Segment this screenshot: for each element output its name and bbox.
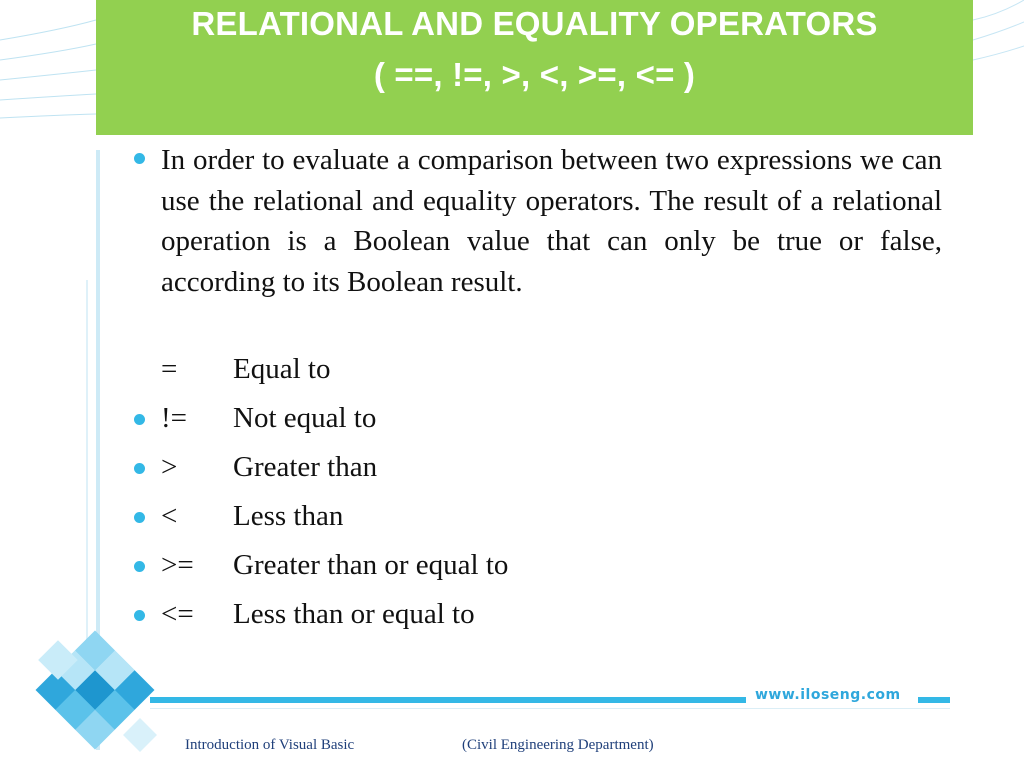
footer-course-title: Introduction of Visual Basic <box>185 737 355 753</box>
slide-content <box>134 140 942 646</box>
footer-department: (Civil Engineering Department) <box>462 737 654 753</box>
operator-row-equal <box>134 352 942 401</box>
operator-description: Not equal to <box>233 401 377 434</box>
bullet-dot-icon <box>134 463 145 474</box>
bullet-dot-icon <box>134 561 145 572</box>
bullet-dot-icon <box>134 153 145 164</box>
diamond-pattern-small-2 <box>123 718 157 752</box>
top-left-swoosh <box>0 20 96 118</box>
left-vertical-bar-thin <box>86 280 88 700</box>
operator-row-greater <box>134 450 942 499</box>
operator-symbol: < <box>161 499 178 532</box>
operator-symbol: > <box>161 450 178 483</box>
title-banner <box>96 0 973 135</box>
bullet-dot-icon <box>134 610 145 621</box>
footer-rule-thin <box>150 708 950 709</box>
operator-description: Equal to <box>233 352 331 385</box>
operator-symbol: <= <box>161 597 194 630</box>
slide-title: RELATIONAL AND EQUALITY OPERATORS <box>191 5 878 42</box>
bullet-dot-icon <box>134 414 145 425</box>
operator-row-less-equal <box>134 597 942 646</box>
website-watermark: www.iloseng.com <box>755 687 901 703</box>
footer-rule-right <box>918 697 950 703</box>
top-right-swoosh <box>973 0 1024 60</box>
operator-description: Less than or equal to <box>233 597 475 630</box>
intro-bullet <box>134 140 942 303</box>
bullet-dot-icon <box>134 512 145 523</box>
operator-description: Greater than or equal to <box>233 548 509 581</box>
operator-description: Less than <box>233 499 344 532</box>
operator-row-less <box>134 499 942 548</box>
intro-text: In order to evaluate a comparison between two expressions we can use the relational and equality operators. The result of a relational operation is a Boolean value that can only be true or false, according to its Boolean result. <box>161 144 942 299</box>
slide-subtitle: ( ==, !=, >, <, >=, <= ) <box>373 56 696 93</box>
operator-row-not-equal <box>134 401 942 450</box>
operator-description: Greater than <box>233 450 378 483</box>
operator-symbol: = <box>161 352 178 385</box>
operator-row-greater-equal <box>134 548 942 597</box>
footer-rule-left <box>150 697 746 703</box>
operator-symbol: >= <box>161 548 194 581</box>
operator-symbol: != <box>161 401 188 434</box>
